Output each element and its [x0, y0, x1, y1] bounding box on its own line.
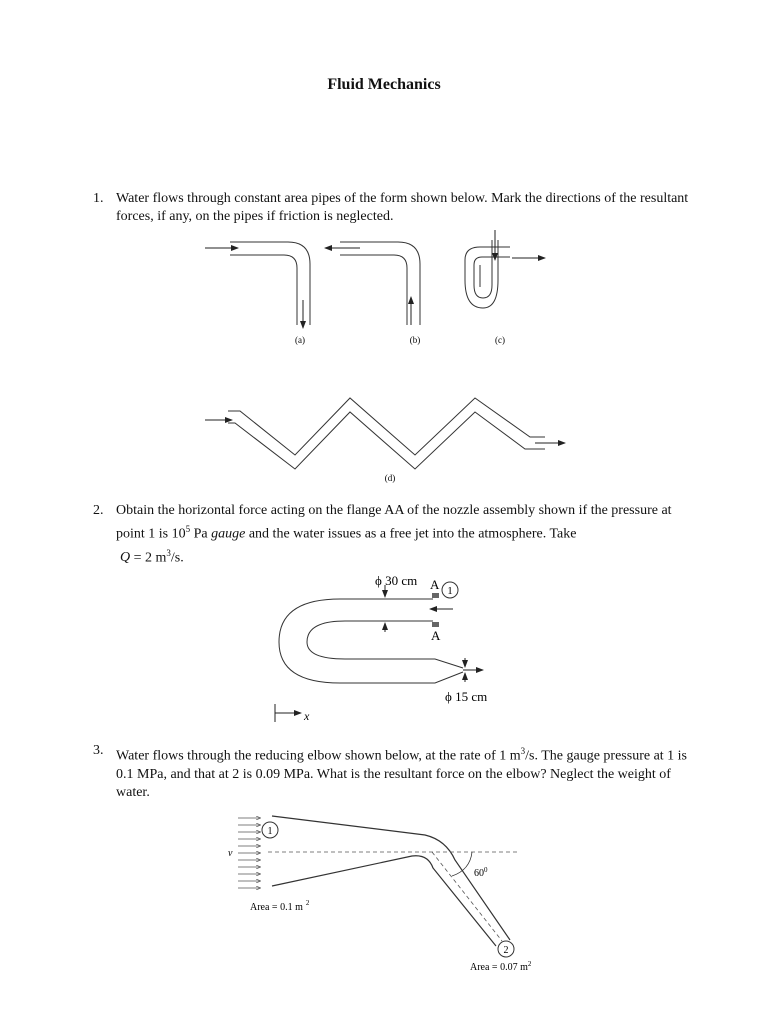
point-1-label: 1 [447, 585, 453, 597]
label-b: (b) [409, 335, 421, 345]
question-2 [93, 502, 693, 567]
flow-rate-symbol: Q [120, 550, 131, 566]
pipe-c [465, 230, 545, 308]
velocity-label: v [228, 848, 233, 859]
question-3 [93, 742, 693, 802]
question-text: Water flows through the reducing elbow shown below, at the rate of 1 $m^3/s$. The gauge pressure at 1 is 0.1 MPa, and that at 2 is 0.09 MPa. What is the resultant force on the elbow? Neglect the weight of water. [116, 746, 688, 800]
pipe-d [205, 398, 565, 469]
figure-1-pipes [200, 225, 570, 490]
figure-3-reducing-elbow [220, 808, 530, 978]
point-2-label: 2 [503, 945, 509, 956]
page-title: Fluid Mechanics [327, 76, 441, 93]
label-c: (c) [495, 335, 505, 345]
question-number: 2. [93, 503, 104, 518]
label-a: (a) [295, 335, 305, 345]
flange-bottom [432, 622, 439, 627]
area-2-label: Area = 0.07 $m^2$ [470, 960, 532, 973]
pipe-b [325, 242, 420, 325]
angle-label: $60^0$ [474, 866, 488, 879]
figure-2-nozzle [265, 570, 505, 730]
question-1 [93, 190, 693, 226]
flange-label-top: A [430, 577, 440, 592]
x-axis-label: x [304, 709, 310, 723]
area-1-label: Area = 0.1 m $^2$ [250, 899, 310, 913]
flange-label-bottom: A [431, 628, 441, 643]
question-number: 1. [93, 191, 104, 206]
pipe-a [205, 242, 310, 328]
velocity-arrows [238, 818, 260, 888]
question-text: Water flows through constant area pipes of the form shown below. Mark the directions of the resultant forces, if any, on the pipes if friction is neglected. [116, 191, 689, 224]
question-number: 3. [93, 743, 104, 758]
question-text: Obtain the horizontal force acting on the flange AA of the nozzle assembly shown if the pressure at point 1 is $10^5$ Pa gauge and the water issues as a free jet into the atmosphere. Take Q = 2 $m^3/s$. [116, 503, 672, 566]
diameter-large-label: ϕ 30 cm [375, 573, 418, 588]
label-d: (d) [384, 473, 396, 483]
flange-top [432, 593, 439, 598]
diameter-small-label: ϕ 15 cm [445, 689, 488, 704]
point-1-label: 1 [267, 826, 273, 837]
